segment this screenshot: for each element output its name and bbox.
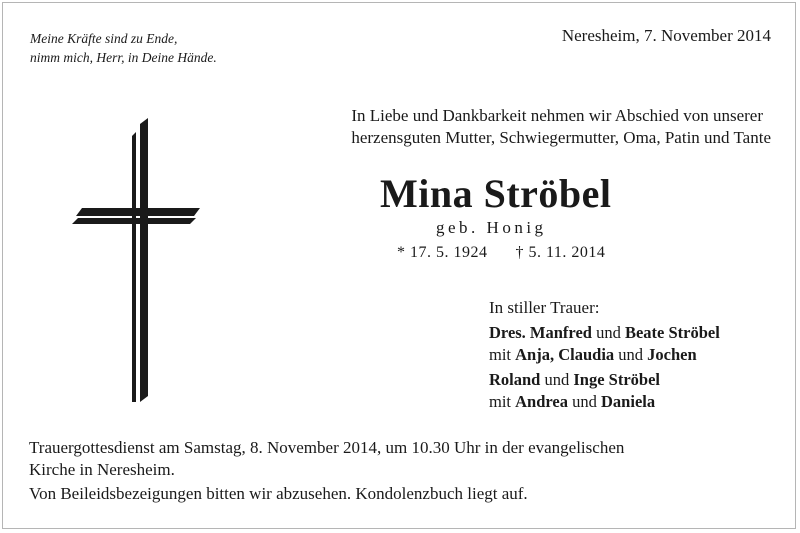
cross-icon	[70, 116, 204, 406]
family-2-children	[489, 391, 660, 413]
family-1-child-1: Anja, Claudia	[515, 345, 615, 364]
family-2-child-2: Daniela	[601, 392, 656, 411]
family-1-parents	[489, 322, 720, 344]
family-1-and-2: und	[614, 345, 648, 364]
family-2-and: und	[540, 370, 574, 389]
death-date: † 5. 11. 2014	[515, 244, 606, 261]
motto-line-2: nimm mich, Herr, in Deine Hände.	[30, 50, 217, 65]
intro-line-1: In Liebe und Dankbarkeit nehmen wir Abschied von unserer	[351, 106, 763, 125]
family-2-child-1: Andrea	[515, 392, 569, 411]
family-1-with: mit	[489, 345, 516, 364]
family-1-name-2: Beate Ströbel	[624, 323, 720, 342]
family-1-and: und	[591, 323, 625, 342]
family-1-name-1: Dres. Manfred	[489, 323, 592, 342]
family-1-child-2: Jochen	[647, 345, 697, 364]
family-2-parents	[489, 369, 660, 391]
family-group-2	[489, 369, 660, 413]
intro-line-2: herzensguten Mutter, Schwiegermutter, Oma, Patin und Tante	[351, 128, 771, 147]
birth-date: * 17. 5. 1924	[397, 244, 488, 261]
family-2-and-2: und	[568, 392, 602, 411]
service-line-1: Trauergottesdienst am Samstag, 8. November 2014, um 10.30 Uhr in der evangelischen	[29, 438, 625, 457]
birth-name: geb. Honig	[436, 218, 547, 237]
family-2-name-1: Roland	[489, 370, 541, 389]
service-info	[29, 437, 624, 481]
place-date: Neresheim, 7. November 2014	[561, 26, 771, 45]
service-line-2: Kirche in Neresheim.	[29, 460, 175, 479]
life-dates	[397, 244, 605, 262]
family-1-children	[489, 344, 720, 366]
family-group-1	[489, 322, 720, 366]
intro-text	[351, 105, 771, 149]
mourning-label: In stiller Trauer:	[489, 298, 600, 317]
family-2-with: mit	[489, 392, 516, 411]
condolences-note: Von Beileidsbezeigungen bitten wir abzusehen. Kondolenzbuch liegt auf.	[29, 484, 528, 503]
motto	[30, 29, 217, 67]
motto-line-1: Meine Kräfte sind zu Ende,	[30, 31, 178, 46]
deceased-name: Mina Ströbel	[380, 171, 612, 216]
family-2-name-2: Inge Ströbel	[573, 370, 660, 389]
